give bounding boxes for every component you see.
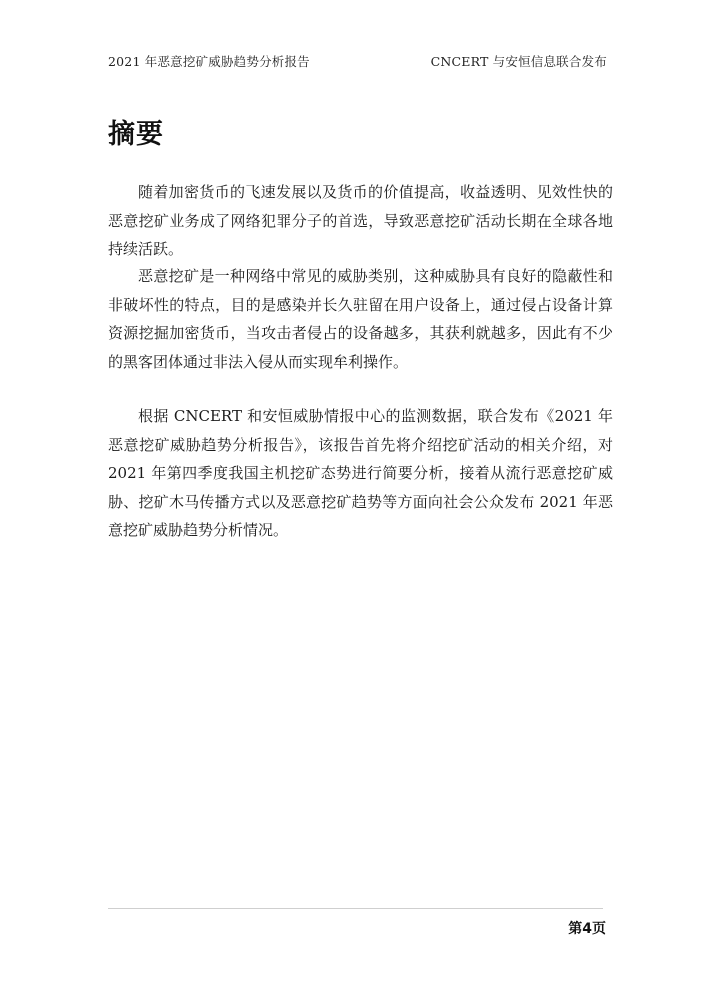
paragraph-2: 恶意挖矿是一种网络中常见的威胁类别，这种威胁具有良好的隐蔽性和非破坏性的特点，目的是感染并长久驻留在用户设备上，通过侵占设备计算资源挖掘加密货币，当攻击者侵占的设备越多，其获利就越多，因此有不少的黑客团体通过非法入侵从而实现牟利操作。 (108, 267, 613, 371)
paragraph-1: 随着加密货币的飞速发展以及货币的价值提高，收益透明、见效性快的恶意挖矿业务成了网络犯罪分子的首选，导致恶意挖矿活动长期在全球各地持续活跃。 (108, 183, 613, 258)
header-report-title: 2021 年恶意挖矿威胁趋势分析报告 (108, 54, 310, 69)
section-title: 摘要 (108, 119, 164, 150)
page-number: 第4页 (568, 921, 606, 937)
paragraph-3: 根据 CNCERT 和安恒威胁情报中心的监测数据，联合发布《2021 年恶意挖矿威胁趋势分析报告》，该报告首先将介绍挖矿活动的相关介绍，对 2021 年第四季度我国主机挖矿态势进行简要分析，接着从流行恶意挖矿威胁、挖矿木马传播方式以及恶意挖矿趋势等方面向社会公众发布 2021 年恶意挖矿威胁趋势分析情况。 (108, 407, 613, 539)
footer-divider (108, 908, 603, 909)
header-publisher: CNCERT 与安恒信息联合发布 (430, 54, 607, 69)
